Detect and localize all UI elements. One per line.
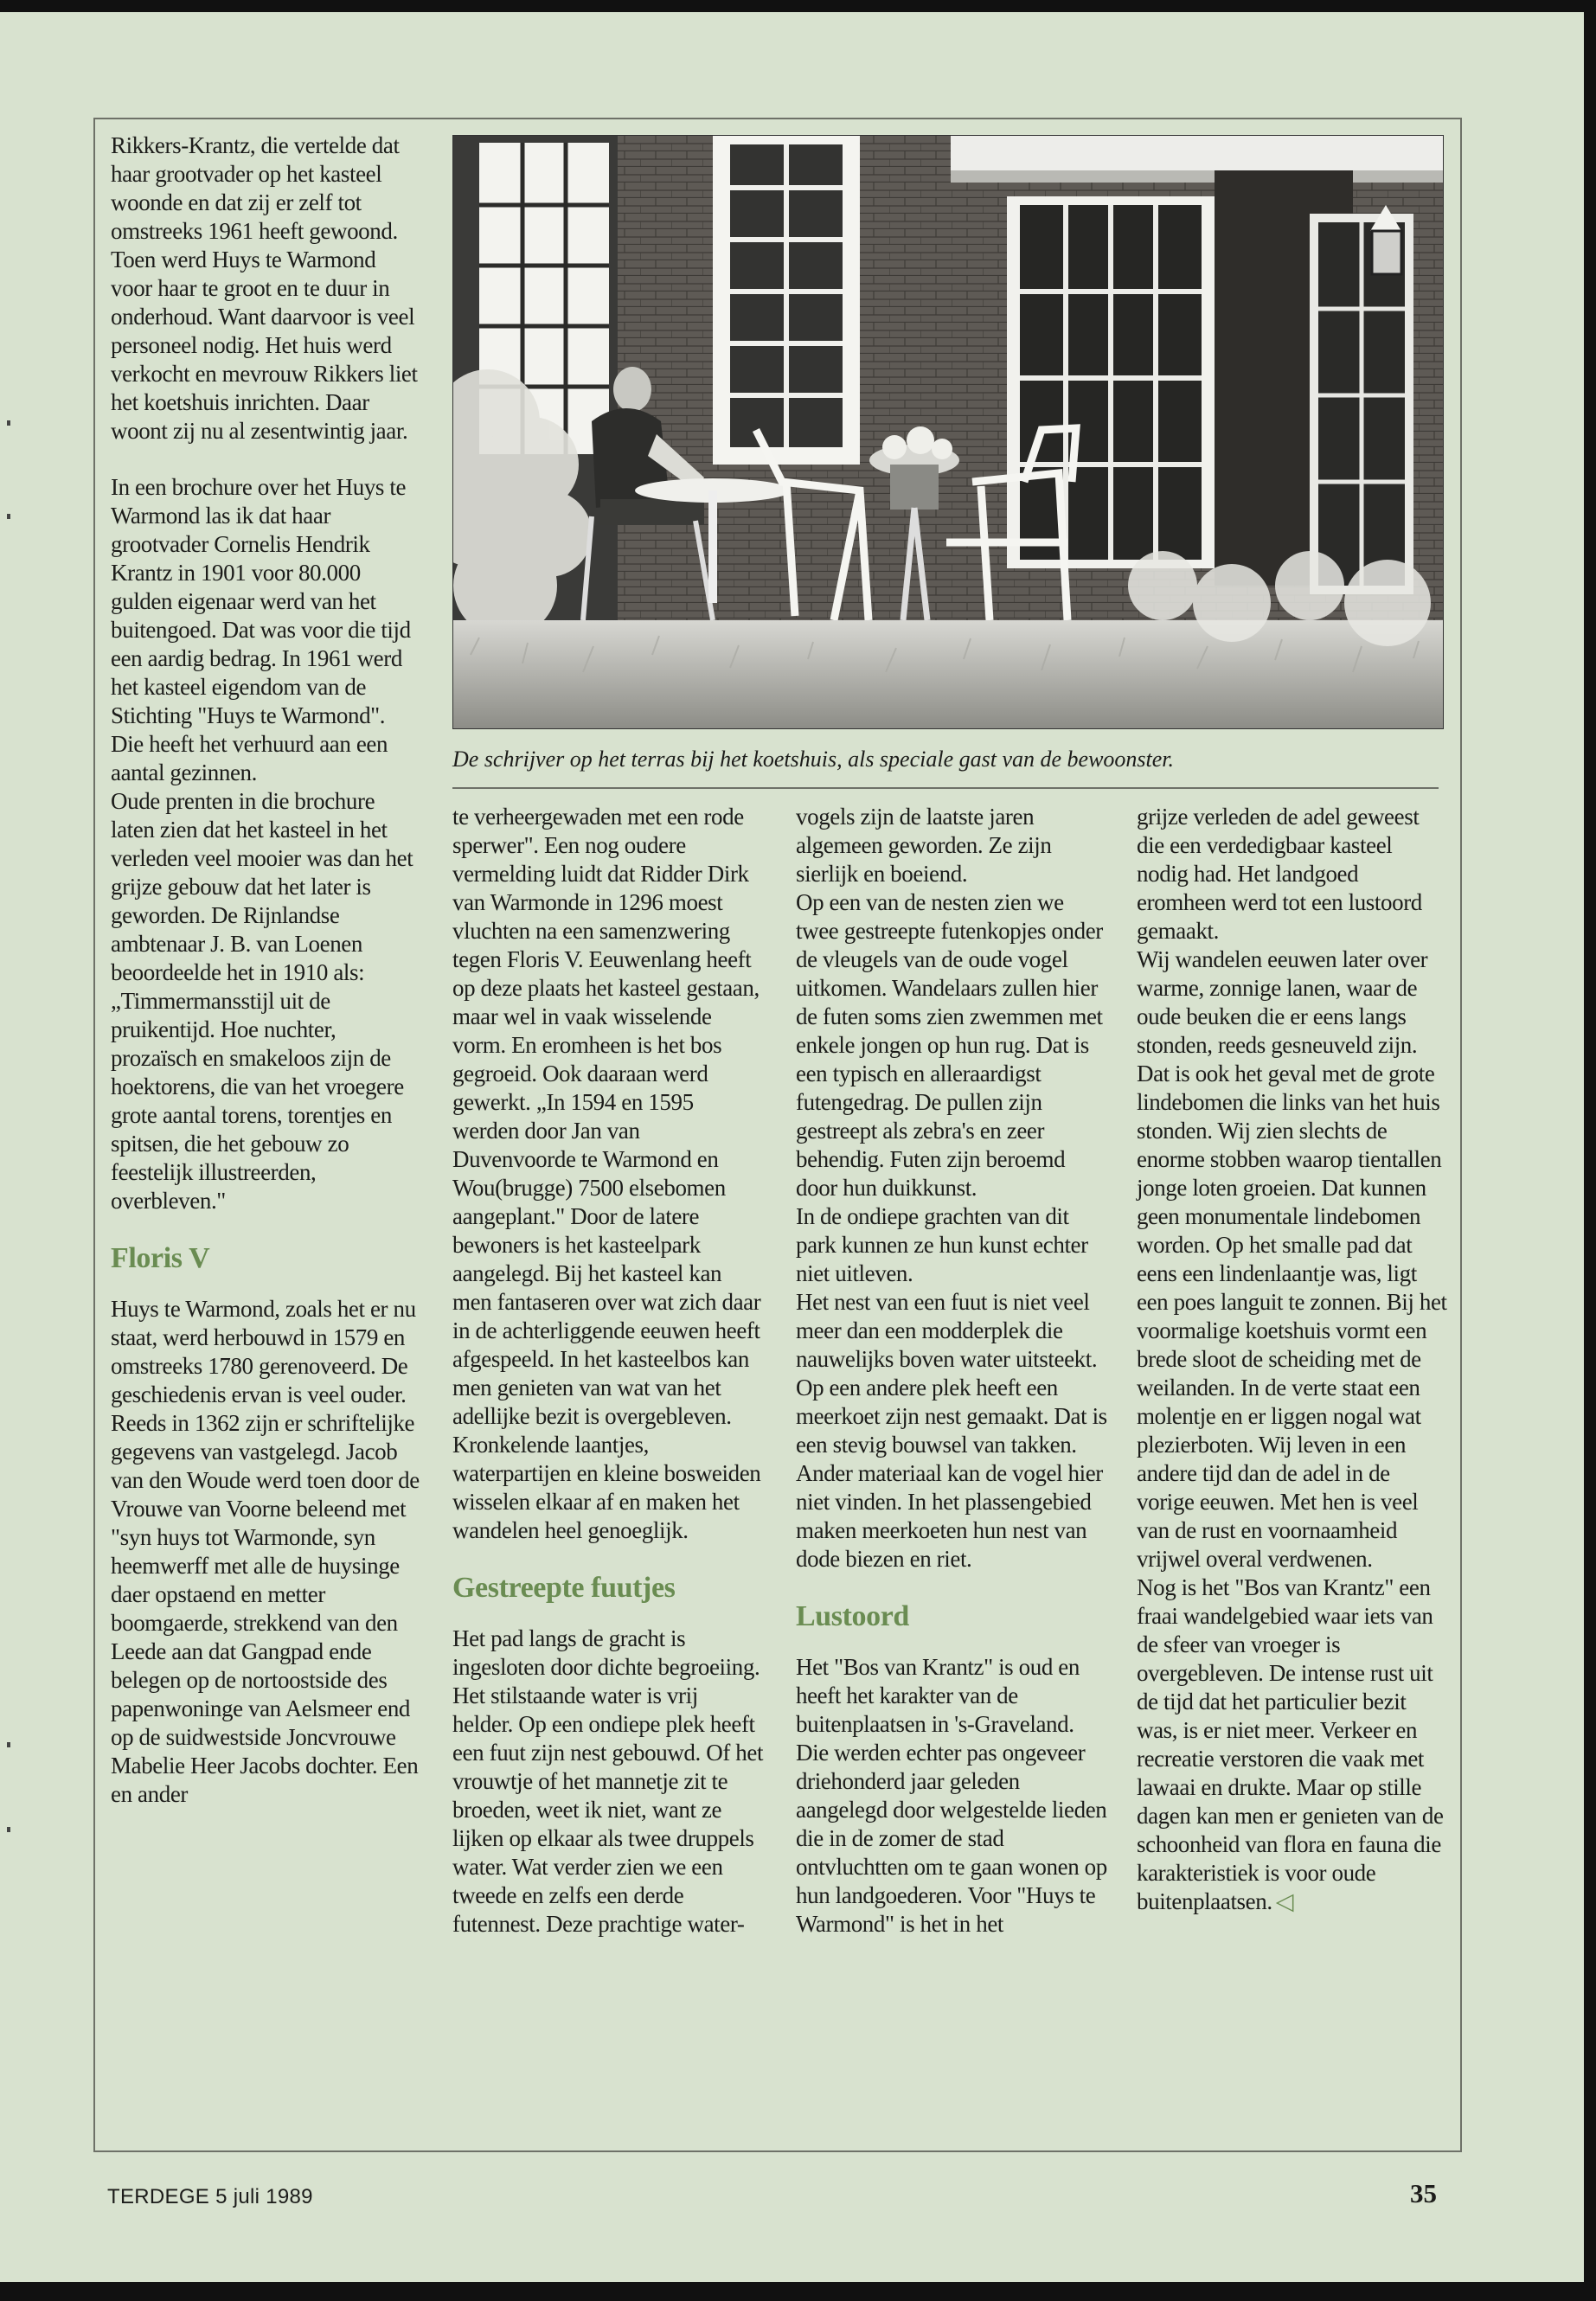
scan-edge-top [0,0,1596,12]
article-column-4 [1137,803,1448,1916]
scan-edge-right [1584,0,1596,2301]
article-column-2 [452,803,764,1939]
section-heading: Lustoord [796,1600,909,1632]
paragraph: In de ondiepe grachten van dit park kunnen ze hun kunst echter niet uitleven. [796,1203,1088,1286]
paragraph: grijze verleden de adel geweest die een verdedigbaar kasteel nodig had. Het landgoed eromheen werd tot een lustoord gemaakt. [1137,804,1422,944]
paragraph-text: Nog is het "Bos van Krantz" een fraai wandelgebied waar iets van de sfeer van vroeger is overgebleven. De intense rust uit de tijd dat het particulier bezit was, is er niet meer. Verkeer en recreatie verstoren die vaak met lawaai en drukte. Maar op stille dagen kan men er genieten van de schoonheid van flora en fauna die karakteristiek is voor oude buitenplaatsen. [1137,1574,1444,1914]
section-heading: Gestreepte fuutjes [452,1572,676,1604]
paragraph: Rikkers-Krantz, die vertelde dat haar grootvader op het kasteel woonde en dat zij er zelf tot omstreeks 1961 heeft gewoond. Toen werd Huys te Warmond voor haar te groot en te duur in onderhoud. Want daarvoor is veel personeel nodig. Het huis werd verkocht en mevrouw Rikkers liet het koetshuis inrichten. Daar woont zij nu al zesentwintig jaar. [111,132,418,444]
paragraph: Huys te Warmond, zoals het er nu staat, werd herbouwd in 1579 en omstreeks 1780 gerenoveerd. De geschiedenis ervan is veel ouder. Reeds in 1362 zijn er schriftelijke gegevens van vastgelegd. Jacob van den Woude werd toen door de Vrouwe van Voorne beleend met "syn huys tot Warmonde, syn heemwerff met alle de huysinge daer opstaend en metter boomgaerde, strekkend van den Leede aan dat Gangpad ende belegen op de nortoostside des papenwoninge van Aelsmeer end op de suidwestside Joncvrouwe Mabelie Heer Jacobs dochter. Een en ander [111,1296,420,1807]
terrace-photo-illustration [453,136,1444,729]
paragraph [1137,1574,1448,1916]
paragraph: Wij wandelen eeuwen later over warme, zonnige lanen, waar de oude beuken die er eens langs stonden, reeds gesneuveld zijn. Dat is ook het geval met de grote lindebomen die links van het huis stonden. Wij zien slechts de enorme stobben waarop tientallen jonge loten groeien. Dat kunnen geen monumentale lindebomen worden. Op het smalle pad dat eens een lindenlaantje was, ligt een poes languit te zonnen. Bij het voormalige koetshuis vormt een brede sloot de scheiding met de weilanden. In de verte staat een molentje en er liggen nogal wat plezierboten. Wij leven in een andere tijd dan de adel in de vorige eeuwen. Met hen is veel van de rust en voornaamheid vrijwel overal verdwenen. [1137,946,1447,1572]
paragraph: te verheergewaden met een rode sperwer". Een nog oudere vermelding luidt dat Ridder Dirk van Warmonde in 1296 moest vluchten na een samenzwering tegen Floris V. Eeuwenlang heeft op deze plaats het kasteel gestaan, maar wel in vaak wisselende vorm. En eromheen is het bos gegroeid. Ook daaraan werd gewerkt. „In 1594 en 1595 werden door Jan van Duvenvoorde te Warmond en Wou(brugge) 7500 elsebomen aangeplant." Door de latere bewoners is het kasteelpark aangelegd. Bij het kasteel kan men fantaseren over wat zich daar in de achterliggende eeuwen heeft afgespeeld. In het kasteelbos kan men genieten van wat van het adellijke bezit is overgebleven. Kronkelende laantjes, waterpartijen en kleine bosweiden wisselen elkaar af en maken het wandelen heel genoeglijk. [452,804,761,1543]
caption-rule [452,787,1439,789]
section-heading: Floris V [111,1242,210,1274]
paragraph: Het "Bos van Krantz" is oud en heeft het karakter van de buitenplaatsen in 's-Graveland. Die werden echter pas ongeveer driehonderd jaar geleden aangelegd door welgestelde lieden die in de zomer de stad ontvluchtten om te gaan wonen op hun landgoederen. Voor "Huys te Warmond" is het in het [796,1654,1107,1937]
paragraph: Het pad langs de gracht is ingesloten door dichte begroeiing. Het stilstaande water is vrij helder. Op een ondiepe plek heeft een fuut zijn nest gebouwd. Of het vrouwtje of het mannetje zit te broeden, weet ik niet, want ze lijken op elkaar als twee druppels water. Wat verder zien we een tweede en zelfs een derde futennest. Deze prachtige water- [452,1625,764,1937]
margin-mark [7,514,10,519]
article-column-3 [796,803,1107,1939]
paragraph: Oude prenten in die brochure laten zien dat het kasteel in het verleden veel mooier was dan het grijze gebouw dat het later is geworden. De Rijnlandse ambtenaar J. B. van Loenen beoordeelde het in 1910 als: „Timmermansstijl uit de pruikentijd. Hoe nuchter, prozaïsch en smakeloos zijn de hoektorens, die van het vroegere grote aantal torens, torentjes en spitsen, die het gebouw zo feestelijk illustreerden, overbleven." [111,788,413,1214]
photo-caption: De schrijver op het terras bij het koetshuis, als speciale gast van de bewoonster. [452,747,1175,772]
scan-edge-bottom [0,2282,1596,2301]
magazine-issue: TERDEGE 5 juli 1989 [107,2185,313,2208]
margin-mark [7,1742,10,1747]
page-number: 35 [1410,2178,1437,2208]
end-of-article-icon: ◁ [1275,1888,1294,1914]
paragraph: In een brochure over het Huys te Warmond las ik dat haar grootvader Cornelis Hendrik Krantz in 1901 voor 80.000 gulden eigenaar werd van het buitengoed. Dat was voor die tijd een aardig bedrag. In 1961 werd het kasteel eigendom van de Stichting "Huys te Warmond". Die heeft het verhuurd aan een aantal gezinnen. [111,474,411,785]
paragraph: Het nest van een fuut is niet veel meer dan een modderplek die nauwelijks boven water uitsteekt. Op een andere plek heeft een meerkoet zijn nest gemaakt. Dat is een stevig bouwsel van takken. Ander materiaal kan de vogel hier niet vinden. In het plassengebied maken meerkoeten hun nest van dode biezen en riet. [796,1289,1107,1572]
margin-mark [7,1827,10,1832]
article-column-1 [111,131,422,1809]
article-photo [452,135,1444,729]
paragraph: vogels zijn de laatste jaren algemeen geworden. Ze zijn sierlijk en boeiend. [796,804,1052,887]
paragraph: Op een van de nesten zien we twee gestreepte futenkopjes onder de vleugels van de oude vogel uitkomen. Wandelaars zullen hier de futen soms zien zwemmen met enkele jongen op hun rug. Dat is een typisch en alleraardigst futengedrag. De pullen zijn gestreept als zebra's en zeer behendig. Futen zijn beroemd door hun duikkunst. [796,889,1103,1201]
margin-mark [7,420,10,426]
